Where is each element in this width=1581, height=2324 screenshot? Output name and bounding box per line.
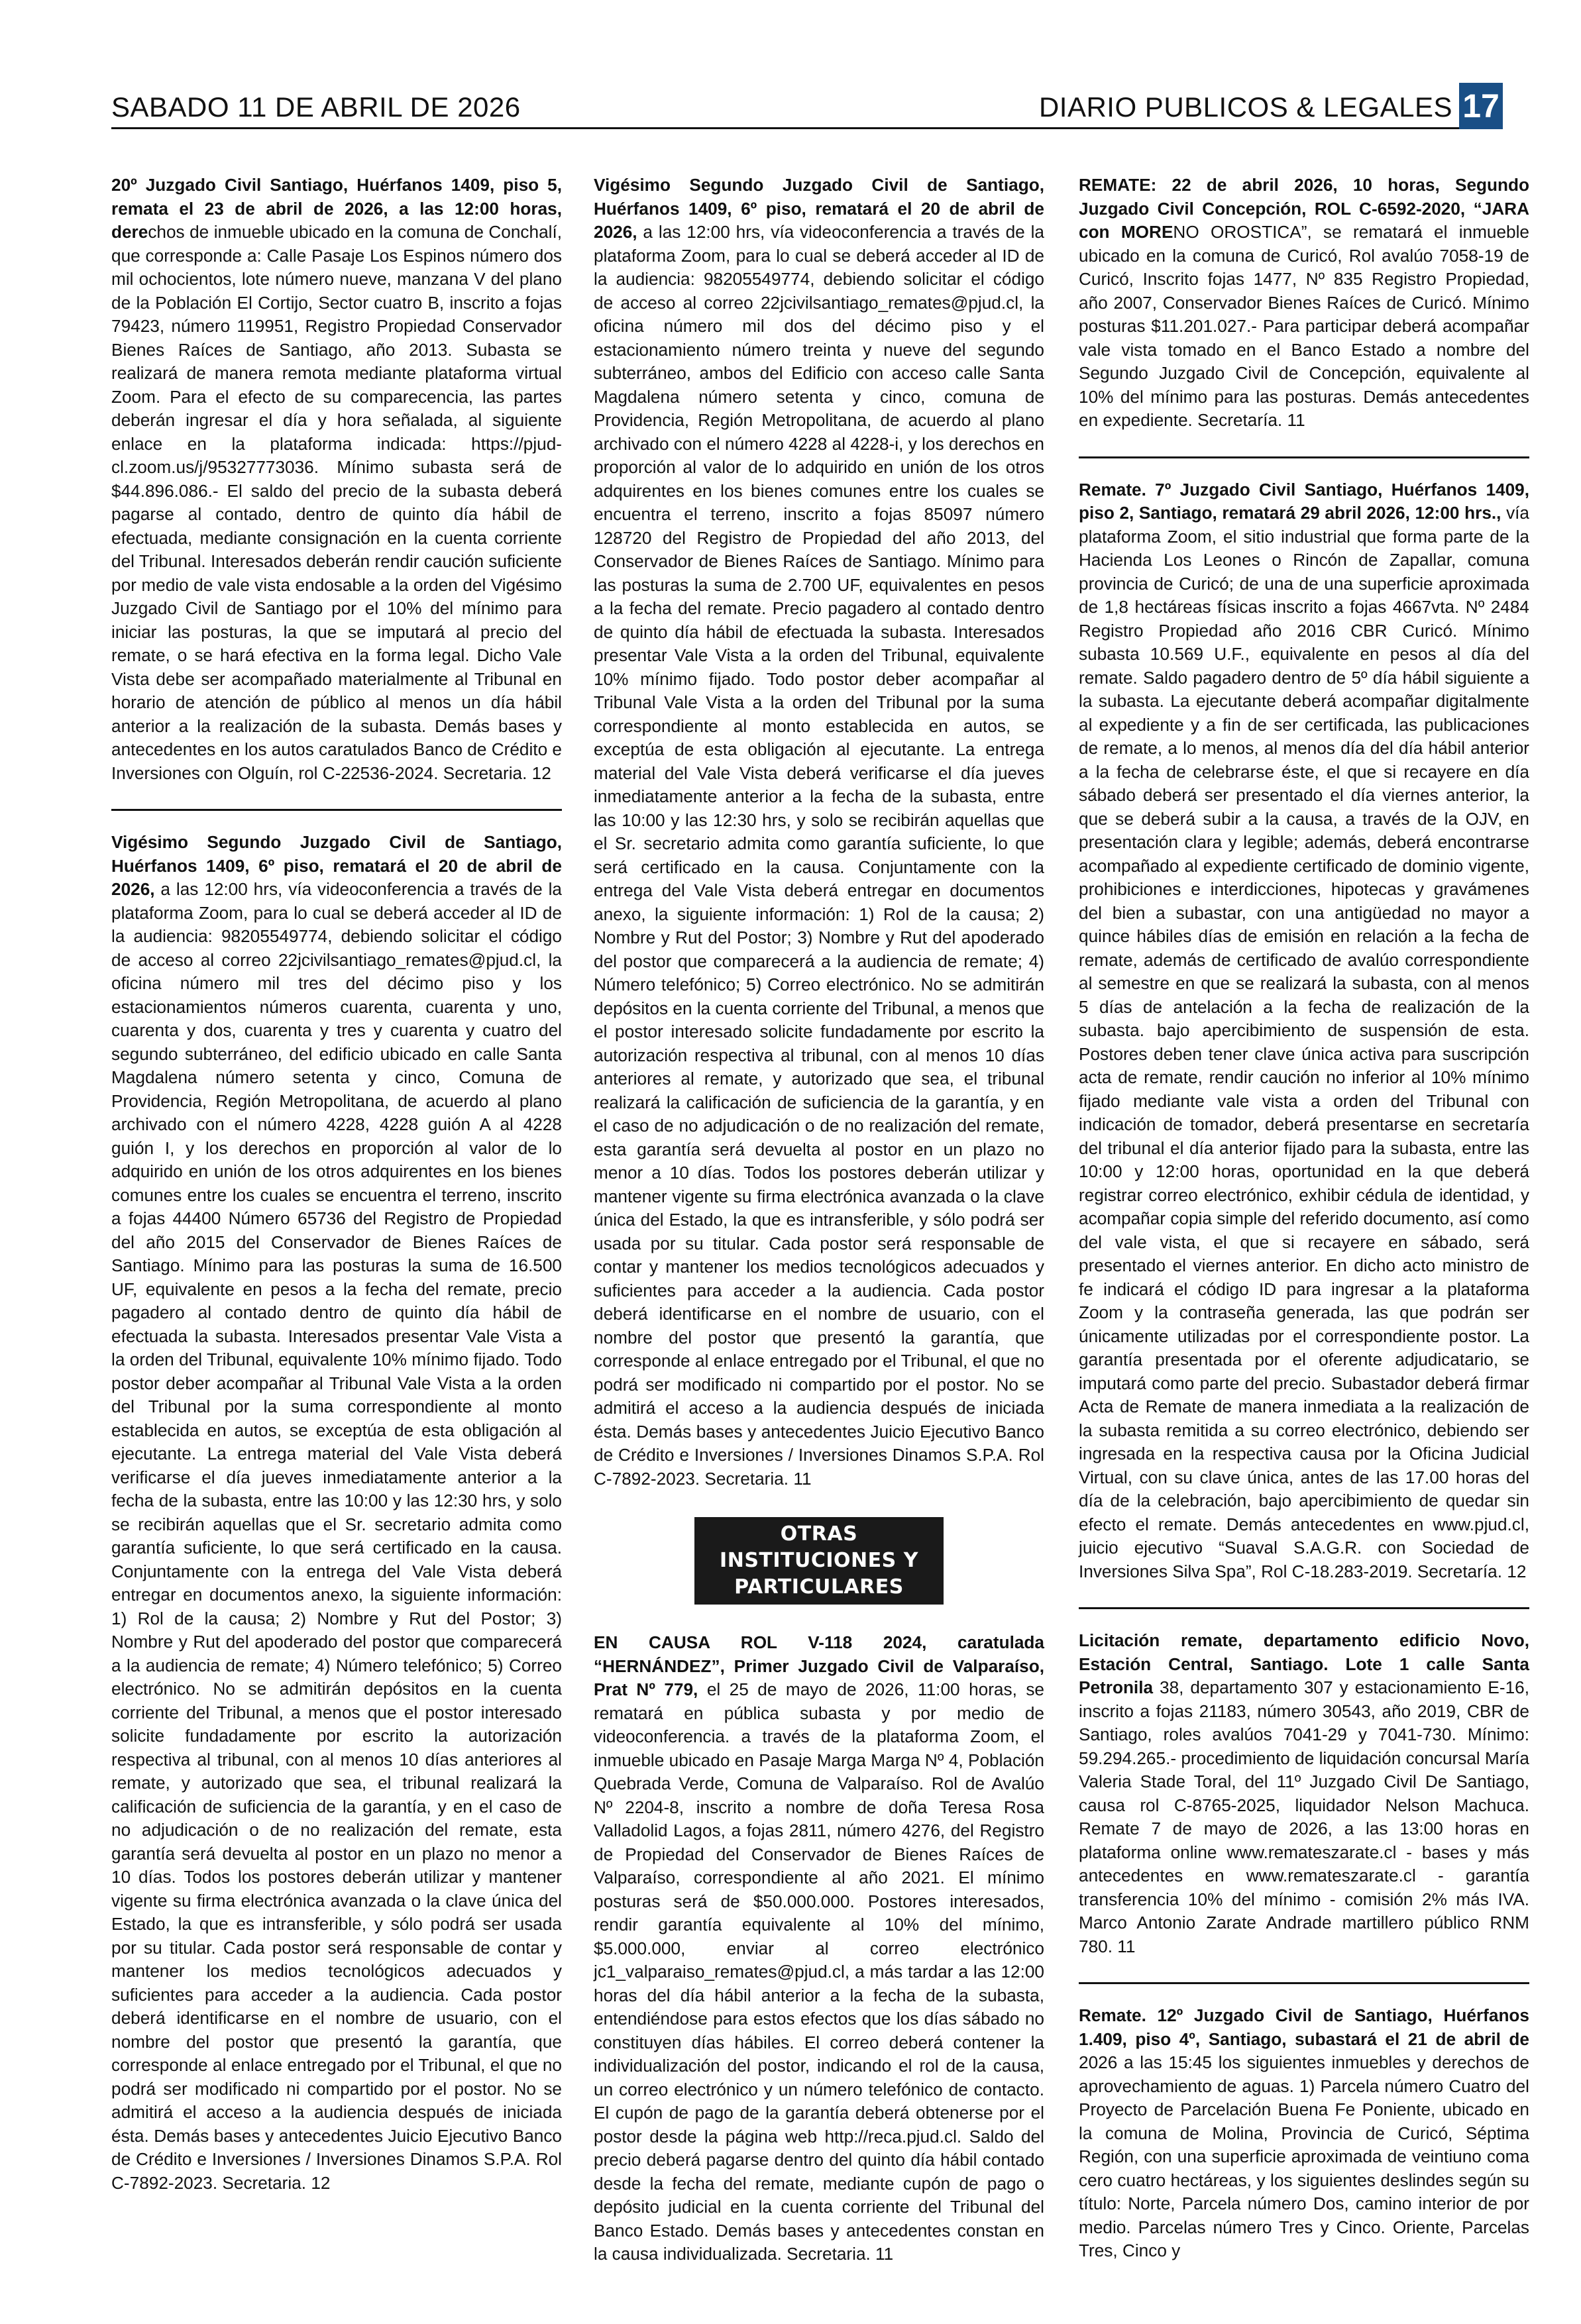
header-date: SABADO 11 DE ABRIL DE 2026 [111,91,521,123]
header-publication: DIARIO PUBLICOS & LEGALES [1038,91,1452,123]
notice-heading: Remate. 12º Juzgado Civil de Santiago, Huérfanos 1.409, piso 4º, Santiago, subastará el 21 de abril de [1079,2005,1529,2049]
page-number-badge: 17 [1459,83,1503,129]
legal-notice [594,1631,1044,2266]
section-heading: OTRAS INSTITUCIONES Y PARTICULARES [694,1517,944,1605]
notice-body: el 25 de mayo de 2026, 11:00 horas, se rematará en pública subasta y por medio de videoconferencia. a través de la plataforma Zoom, el inmueble ubicado en Pasaje Marga Marga Nº 4, Población Quebrada Verde, Comuna de Valparaíso. Rol de Avalúo Nº 2204-8, inscrito a nombre de doña Teresa Rosa Valladolid Lagos, a fojas 2811, número 4276, del Registro de Propiedad del Conservador de Bienes Raíces de Valparaíso, correspondiente al año 2021. El mínimo posturas será de $50.000.000. Postores interesados, rendir garantía equivalente al 10% del mínimo, $5.000.000, enviar al correo electrónico jc1_valparaiso_remates@pjud.cl, a más tardar a las 12:00 horas del día hábil anterior a la fecha de la subasta, entendiéndose para estos efectos que los días sábado no constituyen días hábiles. El correo deberá contener la individualización del postor, indicando el rol de la causa, un correo electrónico y un número telefónico de contacto. El cupón de pago de la garantía deberá obtenerse por el postor desde la página web http://reca.pjud.cl. Saldo del precio deberá pagarse dentro del quinto día hábil contado desde la fecha del remate, mediante cupón de pago o depósito judicial en la cuenta corriente del Tribunal del Banco Estado. Demás bases y antecedentes constan en la causa individualizada. Secretaria. 11 [594,1679,1044,2264]
notice-divider [1079,1607,1529,1609]
notice-heading: 20º Juzgado Civil Santiago, Huérfanos 1409, piso 5, remata el 23 de abril de 2026, a las 12:00 horas, dere [111,175,562,242]
notice-divider [111,809,562,811]
notice-body: 2026 a las 15:45 los siguientes inmuebles y derechos de aprovechamiento de aguas. 1) Parcela número Cuatro del Proyecto de Parcelación Buena Fe Poniente, ubicado en la comuna de Molina, Provincia de Curicó, Séptima Región, con una superficie aproximada de veintiuno coma cero cuatro hectáreas, y los siguientes deslindes según su título: Norte, Parcela número Dos, camino interior de por medio. Parcelas número Tres y Cinco. Oriente, Parcelas Tres, Cinco y [1079,2052,1529,2260]
legal-notice [1079,478,1529,1584]
notice-body: 38, departamento 307 y estacionamiento E-16, inscrito a fojas 21183, número 30543, año 2019, CBR de Santiago, roles avalúos 7041-29 y 7041-730. Mínimo: 59.294.265.- procedimiento de liquidación concursal María Valeria Stade Toral, del 11º Juzgado Civil De Santiago, causa rol C-8765-2025, liquidador Nelson Machuca. Remate 7 de mayo de 2026, a las 13:00 horas en plataforma online www.remateszarate.cl - bases y más antecedentes en www.remateszarate.cl - garantía transferencia 10% del mínimo - comisión 2% más IVA. Marco Antonio Zarate Andrade martillero público RNM 780. 11 [1079,1677,1529,1956]
notice-body: NO OROSTICA”, se rematará el inmueble ubicado en la comuna de Curicó, Rol avalúo 7058-19 de Curicó, Inscrito fojas 1477, Nº 835 Registro Propiedad, año 2007, Conservador Bienes Raíces de Curicó. Mínimo posturas $11.201.027.- Para participar deberá acompañar vale vista tomado en el Banco Estado a nombre del Segundo Juzgado Civil de Concepción, equivalente al 10% del mínimo para las posturas. Demás antecedentes en expediente. Secretaría. 11 [1079,222,1529,430]
notice-body: chos de inmueble ubicado en la comuna de Conchalí, que corresponde a: Calle Pasaje Los Espinos número dos mil ochocientos, lote número nueve, manzana V del plano de la Población El Cortijo, Sector cuatro B, inscrito a fojas 79423, número 119951, Registro Propiedad Conservador Bienes Raíces de Santiago, año 2013. Subasta se realizará de manera remota mediante plataforma virtual Zoom. Para el efecto de su comparecencia, las partes deberán ingresar el día y hora señalada, al siguiente enlace en la plataforma indicada: https://pjud-cl.zoom.us/j/95327773036. Mínimo subasta será de $44.896.086.- El saldo del precio de la subasta deberá pagarse al contado, dentro de quinto día hábil de efectuada, mediante consignación en la cuenta corriente del Tribunal. Interesados deberán rendir caución suficiente por medio de vale vista endosable a la orden del Vigésimo Juzgado Civil de Santiago por el 10% del mínimo para iniciar las posturas, la que se imputará al precio del remate, o se hará efectiva en la forma legal. Dicho Vale Vista debe ser acompañado materialmente al Tribunal en horario de atención de público al menos un día hábil anterior a la realización de la subasta. Demás bases y antecedentes en los autos caratulados Banco de Crédito e Inversiones con Olguín, rol C-22536-2024. Secretaria. 12 [111,222,562,783]
notice-divider [1079,1982,1529,1984]
section-heading-wrap [594,1517,1044,1605]
notice-heading: Vigésimo Segundo Juzgado Civil de Santiago, Huérfanos 1409, 6º piso, rematará el 20 de abril de 2026, [111,832,562,899]
notice-body: vía plataforma Zoom, el sitio industrial que forma parte de la Hacienda Los Leones o Rincón de Zapallar, comuna provincia de Curicó; de una de una superficie aproximada de 1,8 hectáreas físicas inscrito a fojas 4667vta. Nº 2484 Registro Propiedad año 2016 CBR Curicó. Mínimo subasta 10.569 U.F., equivalente en pesos al día del remate. Saldo pagadero dentro de 5º día hábil siguiente a la subasta. La ejecutante deberá acompañar digitalmente al expediente y a fin de ser certificada, las publicaciones de remate, a lo menos, al menos día del día hábil anterior a la fecha de celebrarse éste, el que si recayere en día sábado deberá ser presentado el día viernes anterior, la que se deberá subir a la causa, a través de la OJV, en presentación clara y legible; además, deberá encontrarse acompañado al expediente certificado de dominio vigente, prohibiciones e interdicciones, hipotecas y gravámenes del bien a subastar, con una antigüedad no mayor a quince hábiles días de emisión en relación a la fecha de remate, además de certificado de avalúo correspondiente al semestre en que se realizará la subasta, con al menos 5 días de antelación a la fecha de realización de la subasta. bajo apercibimiento de suspensión de esta. Postores deben tener clave única activa para suscripción acta de remate, rendir caución no inferior al 10% mínimo fijado mediante vale vista a orden del Tribunal con indicación de tomador, deberá presentarse en secretaría del tribunal el día anterior fijado para la subasta, entre las 10:00 y 12:00 horas, oportunidad en la que deberá registrar correo electrónico, exhibir cédula de identidad, y acompañar copia simple del referido documento, así como del vale vista, el que si recayere en sábado, será presentado el viernes anterior. En dicho acto ministro de fe indicará el código ID para ingresar a la plataforma Zoom y la contraseña generada, las que podrán ser únicamente utilizadas por el correspondiente postor. La garantía presentada por el oferente adjudicatario, se imputará como parte del precio. Subastador deberá firmar Acta de Remate de manera inmediata a la realización de la subasta remitida a su correo electrónico, debiendo ser ingresada en la respectiva causa por la Oficina Judicial Virtual, con su clave única, antes de las 17.00 horas del día de la celebración, bajo apercibimiento de quedar sin efecto el remate. Demás antecedentes en www.pjud.cl, juicio ejecutivo “Suaval S.A.G.R. con Sociedad de Inversiones Silva Spa”, Rol C-18.283-2019. Secretaría. 12 [1079,503,1529,1581]
page-header [111,85,1503,129]
legal-notice [594,174,1044,1491]
notice-divider [1079,456,1529,458]
column-1 [111,174,562,2195]
legal-notice [1079,1629,1529,1958]
notice-heading: Remate. 7º Juzgado Civil Santiago, Huérfanos 1409, piso 2, Santiago, rematará 29 abril 2026, 12:00 hrs., [1079,479,1529,523]
legal-notice [111,831,562,2195]
notice-heading: EN CAUSA ROL V-118 2024, caratulada “HERNÁNDEZ”, Primer Juzgado Civil de Valparaíso, Prat Nº 779, [594,1632,1044,1699]
notice-body: a las 12:00 hrs, vía videoconferencia a través de la plataforma Zoom, para lo cual se deberá acceder al ID de la audiencia: 98205549774, debiendo solicitar el código de acceso al correo 22jcivilsantiago_remates@pjud.cl, la oficina número mil tres del décimo piso y los estacionamientos números cuarenta, cuarenta y uno, cuarenta y dos, cuarenta y tres y cuarenta y cuatro del segundo subterráneo, del edificio ubicado en calle Santa Magdalena número setenta y cinco, Comuna de Providencia, Región Metropolitana, de acuerdo al plano archivado con el número 4228, 4228 guión A al 4228 guión I, y los derechos en proporción al valor de lo adquirido en unión de los otros adquirentes en los bienes comunes entre los cuales se encuentra el terreno, inscrito a fojas 44400 Número 65736 del Registro de Propiedad del año 2015 del Conservador de Bienes Raíces de Santiago. Mínimo para las posturas la suma de 16.500 UF, equivalente en pesos a la fecha del remate, precio pagadero al contado dentro de quinto día hábil de efectuada la subasta. Interesados presentar Vale Vista a la orden del Tribunal, equivalente 10% mínimo fijado. Todo postor deber acompañar al Tribunal Vale Vista a la orden del Tribunal por la suma correspondiente al monto establecida en autos, se exceptúa de esta obligación al ejecutante. La entrega material del Vale Vista deberá verificarse el día jueves inmediatamente anterior a la fecha de la subasta, entre las 10:00 y las 12:30 hrs, y solo se recibirán aquellas que el Sr. secretario admita como garantía suficiente, lo que será certificado en la causa. Conjuntamente con la entrega del Vale Vista deberá entregar en documentos anexo, la siguiente información: 1) Rol de la causa; 2) Nombre y Rut del Postor; 3) Nombre y Rut del apoderado del postor que comparecerá a la audiencia de remate; 4) Número telefónico; 5) Correo electrónico. No se admitirán depósitos en la cuenta corriente del Tribunal, a menos que el postor interesado solicite fundadamente por escrito la autorización respectiva al tribunal, con al menos 10 días anteriores al remate, y autorizado que sea, el tribunal realizará la calificación de suficiencia de la garantía, y en el caso de no adjudicación o de no realización del remate, esta garantía será devuelta al postor en un plazo no menor a 10 días. Todos los postores deberán utilizar y mantener vigente su firma electrónica avanzada o la clave única del Estado, la que es intransferible, y sólo podrá ser usada por su titular. Cada postor será responsable de contar y mantener los medios tecnológicos adecuados y suficientes para acceder a la audiencia. Cada postor deberá identificarse en el nombre de usuario, con el nombre del postor que presentó la garantía, que corresponde al enlace entregado por el Tribunal, el que no podrá ser modificado ni compartido por el postor. No se admitirá el acceso a la audiencia después de iniciada ésta. Demás bases y antecedentes Juicio Ejecutivo Banco de Crédito e Inversiones / Inversiones Dinamos S.P.A. Rol C-7892-2023. Secretaria. 12 [111,879,562,2193]
notice-body: a las 12:00 hrs, vía videoconferencia a través de la plataforma Zoom, para lo cual se deberá acceder al ID de la audiencia: 98205549774, debiendo solicitar el código de acceso al correo 22jcivilsantiago_remates@pjud.cl, la oficina número mil dos del décimo piso y el estacionamiento número treinta y nueve del segundo subterráneo, ambos del Edificio con acceso calle Santa Magdalena número setenta y cinco, comuna de Providencia, Región Metropolitana, de acuerdo al plano archivado con el número 4228 al 4228-i, y los derechos en proporción al valor de lo adquirido en unión de los otros adquirentes en los bienes comunes entre los cuales se encuentra el terreno, inscrito a fojas 85097 número 128720 del Registro de Propiedad del año 2013, del Conservador de Bienes Raíces de Santiago. Mínimo para las posturas la suma de 2.700 UF, equivalentes en pesos a la fecha del remate. Precio pagadero al contado dentro de quinto día hábil de efectuada la subasta. Interesados presentar Vale Vista a la orden del Tribunal, equivalente 10% mínimo fijado. Todo postor deber acompañar al Tribunal Vale Vista a la orden del Tribunal por la suma correspondiente al monto establecida en autos, se exceptúa de esta obligación al ejecutante. La entrega material del Vale Vista deberá verificarse el día jueves inmediatamente anterior a la fecha de la subasta, entre las 10:00 y las 12:30 hrs, y solo se recibirán aquellas que el Sr. secretario admita como garantía suficiente, lo que será certificado en la causa. Conjuntamente con la entrega del Vale Vista deberá entregar en documentos anexo, la siguiente información: 1) Rol de la causa; 2) Nombre y Rut del Postor; 3) Nombre y Rut del apoderado del postor que comparecerá a la audiencia de remate; 4) Número telefónico; 5) Correo electrónico. No se admitirán depósitos en la cuenta corriente del Tribunal, a menos que el postor interesado solicite fundadamente por escrito la autorización respectiva al tribunal, con al menos 10 días anteriores al remate, y autorizado que sea, el tribunal realizará la calificación de suficiencia de la garantía, y en el caso de no adjudicación o de no realización del remate, esta garantía será devuelta al postor en un plazo no menor a 10 días. Todos los postores deberán utilizar y mantener vigente su firma electrónica avanzada o la clave única del Estado, la que es intransferible, y sólo podrá ser usada por su titular. Cada postor será responsable de contar y mantener los medios tecnológicos adecuados y suficientes para acceder a la audiencia. Cada postor deberá identificarse en el nombre de usuario, con el nombre del postor que presentó la garantía, que corresponde al enlace entregado por el Tribunal, el que no podrá ser modificado ni compartido por el postor. No se admitirá el acceso a la audiencia después de iniciada ésta. Demás bases y antecedentes Juicio Ejecutivo Banco de Crédito e Inversiones / Inversiones Dinamos S.P.A. Rol C-7892-2023. Secretaria. 11 [594,222,1044,1489]
notice-heading: Vigésimo Segundo Juzgado Civil de Santiago, Huérfanos 1409, 6º piso, rematará el 20 de abril de 2026, [594,175,1044,242]
notice-heading: Licitación remate, departamento edificio Novo, Estación Central, Santiago. Lote 1 calle Santa Petronila [1079,1630,1529,1697]
notice-heading: REMATE: 22 de abril 2026, 10 horas, Segundo Juzgado Civil Concepción, ROL C-6592-2020, “JARA con MORE [1079,175,1529,242]
legal-notice [1079,2004,1529,2263]
column-3 [1079,174,1529,2263]
legal-notice [111,174,562,785]
column-2 [594,174,1044,2266]
legal-notice [1079,174,1529,433]
